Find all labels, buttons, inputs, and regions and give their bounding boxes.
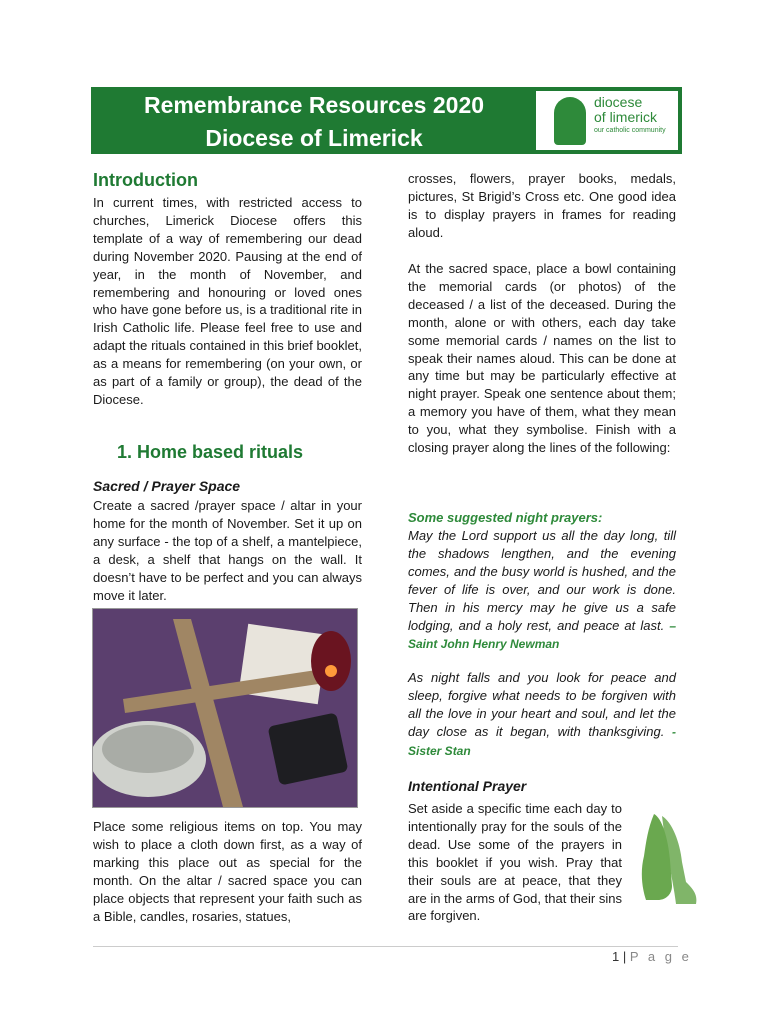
page-label: P a g e bbox=[629, 949, 692, 964]
chalice-icon bbox=[554, 97, 586, 145]
sacred-space-paragraph: Create a sacred /prayer space / altar in your home for the month of November. Set it up on any surface - the top of a shelf, a mantelpiece, a desk, a shelf that hangs on the wall. It doesn’t have to be perfect and you can always move it later. bbox=[93, 498, 362, 603]
title-banner bbox=[91, 87, 682, 154]
title-line-1: Remembrance Resources 2020 bbox=[143, 92, 485, 118]
right-paragraph-2: At the sacred space, place a bowl containing the memorial cards (or photos) of the deceased / a list of the deceased. During the month, alone or with others, each day take some memorial cards / names on the list to speak their names aloud. This can be done at any time but may be particularly effective at night prayer. Speak one sentence about them; a memory you have of them, what they mean to you, what they symbolise. Finish with a closing prayer along the lines of the following: bbox=[408, 261, 676, 456]
logo-text: diocese bbox=[594, 94, 643, 110]
prayers-heading: Some suggested night prayers: bbox=[408, 510, 603, 525]
diocese-logo bbox=[536, 91, 678, 150]
prayer-text: As night falls and you look for peace and sleep, forgive what needs to be forgiven with all the love in your heart and soul, and let the day close as it began, with thanksgiving. bbox=[408, 670, 676, 739]
title-line-2: Diocese of Limerick bbox=[205, 125, 423, 151]
page-number: 1 bbox=[612, 949, 620, 964]
footer-separator: | bbox=[622, 949, 627, 964]
right-paragraph-1: crosses, flowers, prayer books, medals, pictures, St Brigid’s Cross etc. One good idea is to display prayers in frames for reading aloud. bbox=[408, 171, 676, 240]
prayer-author: – Saint John Henry Newman bbox=[408, 618, 676, 652]
intentional-prayer-heading: Intentional Prayer bbox=[408, 778, 527, 794]
subheading-sacred-space: Sacred / Prayer Space bbox=[93, 478, 241, 494]
intentional-prayer-body: Set aside a specific time each day to intentionally pray for the souls of the dead. Use some of the prayers in this booklet if you wish. Pray that their souls are at peace, that they are in the arms of God, that their sins are forgiven. bbox=[408, 801, 622, 924]
prayer-author: - Sister Stan bbox=[408, 724, 676, 758]
intro-heading: Introduction bbox=[93, 170, 198, 190]
prayer-text: May the Lord support us all the day long, till the shadows lengthen, and the evening comes, and the busy world is hushed, and the fever of life is over, and our work is done. Then in his mercy may he give us a safe lodging, and a holy rest, and peace at last. bbox=[408, 528, 676, 633]
newman-prayer bbox=[408, 527, 676, 654]
logo-tagline: our catholic community bbox=[594, 127, 666, 134]
footer-divider bbox=[93, 946, 678, 947]
section-heading: 1. Home based rituals bbox=[117, 442, 304, 462]
page-footer bbox=[612, 949, 692, 964]
logo-text: of limerick bbox=[594, 109, 658, 125]
altar-photo bbox=[92, 608, 358, 808]
praying-hands-icon bbox=[632, 808, 702, 908]
religious-items-paragraph: Place some religious items on top. You may wish to place a cloth down first, as a way of marking this place out as special for the month. On the altar / sacred space you can place objects that represent your faith such as a Bible, candles, rosaries, statues, bbox=[93, 819, 362, 924]
sister-stan-prayer bbox=[408, 669, 676, 761]
intro-body: In current times, with restricted access to churches, Limerick Diocese offers this template of a way of remembering our dead during November 2020. Pausing at the end of year, in the month of November, and remembering and honouring or loved ones who have gone before us, is a traditional rite in Irish Catholic life. Please feel free to use and adapt the rituals contained in this brief booklet, as a means for remembering (on your own, or as part of a family or group), the dead of the Diocese. bbox=[93, 195, 362, 407]
